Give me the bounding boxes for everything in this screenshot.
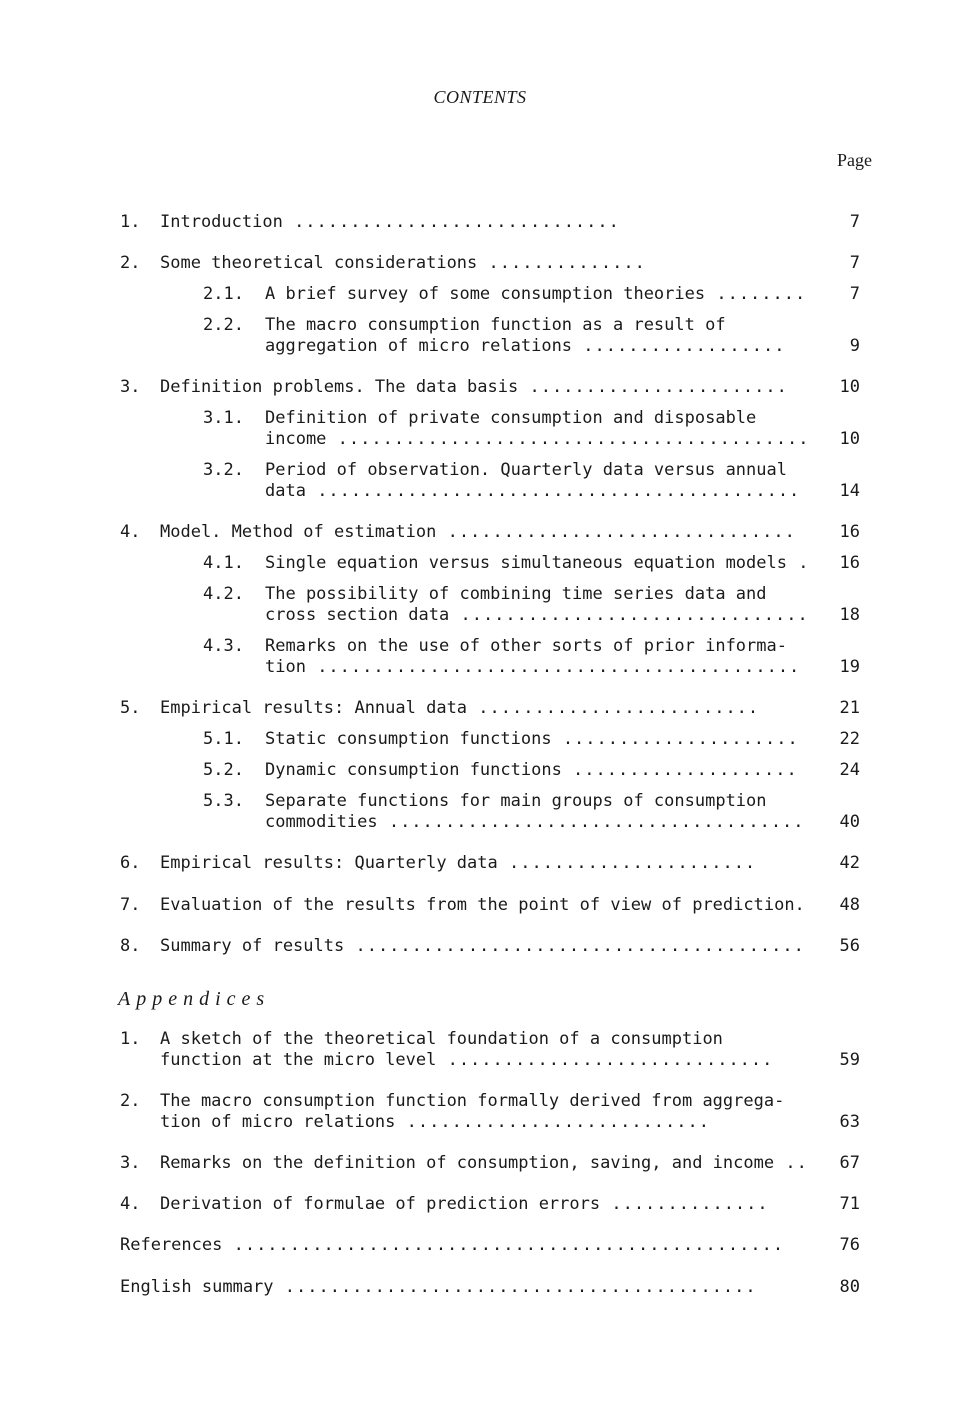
entry-number: 8. [120, 936, 141, 956]
page-number: 9 [849, 336, 860, 356]
leader-dots: ............................. [436, 1050, 774, 1070]
entry-number: 5. [120, 698, 141, 718]
leader-dots: ..................... [551, 729, 799, 749]
entry-number: 5.2. [203, 760, 244, 780]
entry-title-line: A sketch of the theoretical foundation of a consumption [160, 1029, 723, 1049]
entry-title-line: Empirical results: Quarterly data ...................... [160, 853, 757, 873]
entry-number: 2.1. [203, 284, 244, 304]
page-number: 59 [839, 1050, 860, 1070]
entry-title-line: Dynamic consumption functions .................... [265, 760, 798, 780]
entry-number: 4. [120, 522, 141, 542]
leader-dots: ........ [705, 284, 807, 304]
page-number: 14 [839, 481, 860, 501]
leader-dots: ........................................ [344, 936, 805, 956]
leader-dots: ....................... [518, 377, 788, 397]
entry-number: 2. [120, 1091, 141, 1111]
page-number: 71 [839, 1194, 860, 1214]
entry-title-line: Single equation versus simultaneous equation models . [265, 553, 810, 573]
entry-number: 5.3. [203, 791, 244, 811]
page-number: 22 [839, 729, 860, 749]
page-number: 21 [839, 698, 860, 718]
page-number: 10 [839, 429, 860, 449]
entry-title-line: Derivation of formulae of prediction errors .............. [160, 1194, 769, 1214]
entry-title-line: Empirical results: Annual data ......................... [160, 698, 760, 718]
entry-title-line: commodities ..................................... [265, 812, 805, 832]
entry-number: 4. [120, 1194, 141, 1214]
entry-number: 3. [120, 377, 141, 397]
entry-title-line: income .......................................... [265, 429, 810, 449]
leader-dots: .................. [572, 336, 786, 356]
page-number: 67 [839, 1153, 860, 1173]
appendices-heading: Appendices [118, 988, 271, 1010]
entry-title-line: Static consumption functions ..................... [265, 729, 799, 749]
leader-dots: ........................... [395, 1112, 710, 1132]
entry-number: 7. [120, 895, 141, 915]
page-number: 18 [839, 605, 860, 625]
leader-dots: ..................................... [377, 812, 805, 832]
entry-number: 4.1. [203, 553, 244, 573]
page-number: 7 [849, 253, 860, 273]
leader-dots: .. [774, 1153, 808, 1173]
entry-title-line: data ........................................... [265, 481, 801, 501]
page-number: 16 [839, 522, 860, 542]
leader-dots: .............. [600, 1194, 769, 1214]
leader-dots: ............................... [449, 605, 809, 625]
page-number: 7 [849, 284, 860, 304]
entry-title-line: The macro consumption function as a result of [265, 315, 726, 335]
entry-number: 2.2. [203, 315, 244, 335]
entry-title-line: Summary of results ........................................ [160, 936, 805, 956]
page-number: 19 [839, 657, 860, 677]
entry-title-line: Period of observation. Quarterly data versus annual [265, 460, 787, 480]
entry-title-line: The possibility of combining time series data and [265, 584, 767, 604]
leader-dots: ...................... [497, 853, 757, 873]
entry-title-line: Evaluation of the results from the point of view of prediction. [160, 895, 805, 915]
leader-dots: ............................. [282, 212, 620, 232]
leader-dots: .................... [561, 760, 798, 780]
entry-title-line: cross section data ............................... [265, 605, 809, 625]
leader-dots: .......................................... [326, 429, 810, 449]
leader-dots: ........................................... [305, 481, 801, 501]
entry-title-line: A brief survey of some consumption theories ........ [265, 284, 807, 304]
leader-dots: ............................... [436, 522, 796, 542]
entry-title-line: English summary .......................................... [120, 1277, 757, 1297]
leader-dots: ................................................. [222, 1235, 785, 1255]
page-number: 48 [839, 895, 860, 915]
entry-title-line: The macro consumption function formally derived from aggrega- [160, 1091, 785, 1111]
entry-number: 3. [120, 1153, 141, 1173]
page-number: 76 [839, 1235, 860, 1255]
entry-number: 6. [120, 853, 141, 873]
entry-number: 1. [120, 1029, 141, 1049]
entry-number: 2. [120, 253, 141, 273]
leader-dots: ........................................... [305, 657, 801, 677]
entry-title-line: function at the micro level ............................. [160, 1050, 774, 1070]
page-number: 10 [839, 377, 860, 397]
contents-title: CONTENTS [433, 87, 527, 107]
entry-number: 4.2. [203, 584, 244, 604]
entry-number: 3.2. [203, 460, 244, 480]
page-number: 24 [839, 760, 860, 780]
leader-dots: .......................................... [273, 1277, 757, 1297]
entry-title-line: Model. Method of estimation ............................... [160, 522, 796, 542]
entry-title-line: aggregation of micro relations .................. [265, 336, 786, 356]
leader-dots: .............. [477, 253, 646, 273]
entry-title-line: References ................................................. [120, 1235, 785, 1255]
page-number: 56 [839, 936, 860, 956]
entry-number: 5.1. [203, 729, 244, 749]
page-number: 7 [849, 212, 860, 232]
entry-title-line: Some theoretical considerations .............. [160, 253, 646, 273]
leader-dots: ......................... [467, 698, 760, 718]
page-number: 42 [839, 853, 860, 873]
entry-title-line: Introduction ............................. [160, 212, 620, 232]
entry-title-line: Separate functions for main groups of consumption [265, 791, 767, 811]
entry-title-line: Remarks on the definition of consumption, saving, and income .. [160, 1153, 808, 1173]
entry-number: 1. [120, 212, 141, 232]
leader-dots: . [786, 553, 810, 573]
page-number: 16 [839, 553, 860, 573]
entry-title-line: tion of micro relations ........................... [160, 1112, 710, 1132]
entry-title-line: Definition problems. The data basis ....................... [160, 377, 788, 397]
entry-number: 4.3. [203, 636, 244, 656]
page-number: 40 [839, 812, 860, 832]
entry-title-line: Remarks on the use of other sorts of prior informa- [265, 636, 787, 656]
page-column-label: Page [837, 150, 872, 170]
entry-title-line: tion ........................................... [265, 657, 801, 677]
page-number: 80 [839, 1277, 860, 1297]
page-number: 63 [839, 1112, 860, 1132]
entry-title-line: Definition of private consumption and disposable [265, 408, 757, 428]
entry-number: 3.1. [203, 408, 244, 428]
